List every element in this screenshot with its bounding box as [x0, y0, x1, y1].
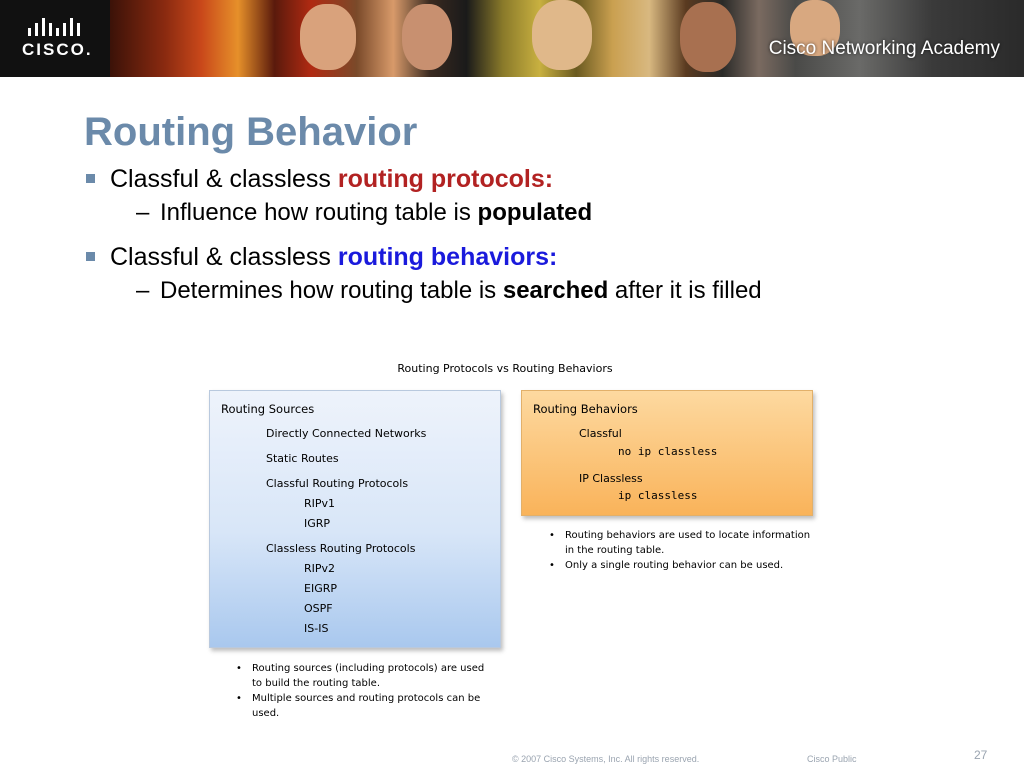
routing-sources-notes: [234, 661, 494, 721]
protocol-item: IS-IS: [304, 622, 329, 635]
sub-bullet-bold: searched: [502, 277, 609, 304]
sub-bullet-bold: populated: [477, 199, 593, 226]
bullet-text: Classful & classless: [110, 165, 338, 193]
directly-connected-label: Directly Connected Networks: [266, 427, 427, 440]
academy-name: Cisco Networking Academy: [768, 38, 1000, 59]
classful-command: no ip classless: [618, 445, 718, 458]
classless-label: IP Classless: [579, 472, 643, 485]
sub-bullet-suffix: after it is filled: [608, 277, 762, 304]
classless-protocols-heading: Classless Routing Protocols: [266, 542, 416, 555]
page-number: 27: [974, 748, 988, 762]
header-banner: [0, 0, 1024, 77]
protocol-item: EIGRP: [304, 582, 337, 595]
bullet-list: [84, 162, 964, 318]
square-bullet-icon: [86, 174, 95, 183]
dash-bullet: –: [136, 277, 150, 304]
dash-bullet: –: [136, 199, 150, 226]
protocol-item: OSPF: [304, 602, 333, 615]
routing-behaviors-heading: Routing Behaviors: [533, 402, 638, 416]
bullet-item: [84, 240, 964, 274]
sub-bullet-item: [84, 196, 964, 230]
bullet-text: Classful & classless: [110, 243, 338, 271]
bullet-item: [84, 162, 964, 196]
student-photo: [680, 2, 736, 72]
bullet-highlight: routing behaviors:: [337, 243, 558, 271]
sub-bullet-text: Influence how routing table is: [160, 199, 478, 226]
classful-protocols-heading: Classful Routing Protocols: [266, 477, 409, 490]
student-photos-strip: [110, 0, 1024, 77]
routing-behaviors-box: [521, 390, 813, 516]
slide-title: Routing Behavior: [84, 110, 418, 154]
classless-command: ip classless: [618, 489, 698, 502]
classful-label: Classful: [579, 427, 622, 440]
footer-copyright: © 2007 Cisco Systems, Inc. All rights reserved.: [512, 754, 700, 764]
student-photo: [402, 4, 452, 70]
static-routes-label: Static Routes: [266, 452, 339, 465]
cisco-logo: [0, 0, 110, 77]
routing-sources-heading: Routing Sources: [221, 402, 315, 416]
protocol-item: IGRP: [304, 517, 331, 530]
note-item: • Multiple sources and routing protocols can be used.: [234, 691, 494, 721]
routing-sources-box: [209, 390, 501, 648]
logo-text: CISCO.: [22, 40, 93, 59]
sub-bullet-text: Determines how routing table is: [160, 277, 503, 304]
note-item: • Routing sources (including protocols) are used to build the routing table.: [234, 661, 494, 691]
student-photo: [532, 0, 592, 70]
cisco-bridge-icon: [27, 18, 85, 38]
bullet-highlight: routing protocols:: [337, 165, 554, 193]
sub-bullet-item: [84, 274, 964, 308]
figure-title: Routing Protocols vs Routing Behaviors: [397, 362, 613, 375]
student-photo: [300, 4, 356, 70]
protocol-item: RIPv1: [304, 497, 336, 510]
note-item: • Routing behaviors are used to locate information in the routing table.: [547, 528, 817, 558]
square-bullet-icon: [86, 252, 95, 261]
protocol-item: RIPv2: [304, 562, 336, 575]
routing-behaviors-notes: [547, 528, 817, 573]
note-item: • Only a single routing behavior can be used.: [547, 558, 817, 573]
footer-classification: Cisco Public: [807, 754, 857, 764]
